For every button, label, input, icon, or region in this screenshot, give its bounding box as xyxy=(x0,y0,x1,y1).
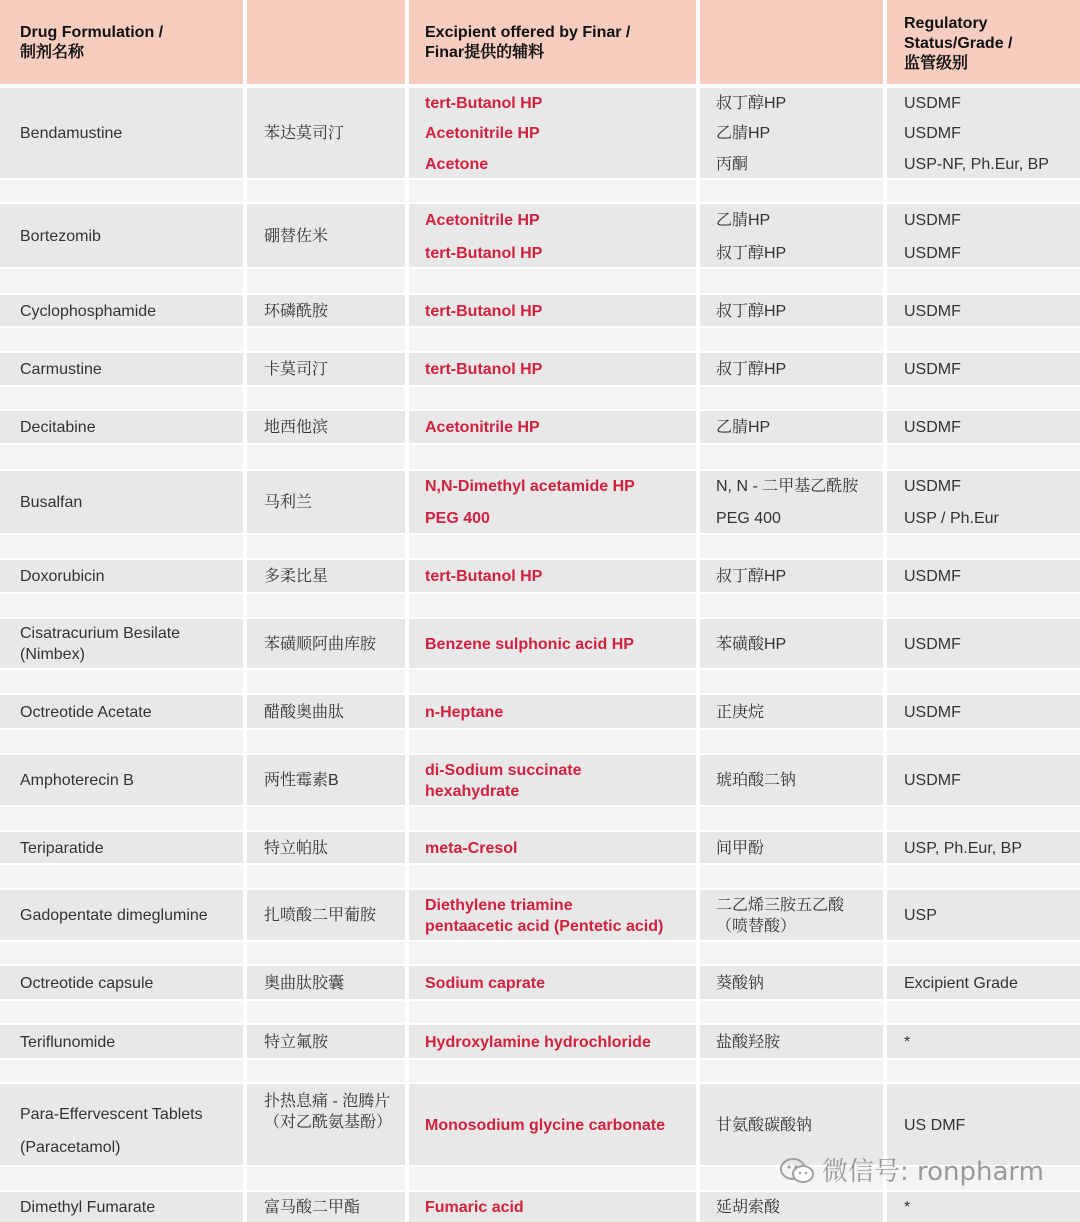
column-divider xyxy=(243,0,247,1222)
excipient-name-cn: 葵酸钠 xyxy=(716,974,765,992)
row-separator xyxy=(0,730,1080,753)
drug-name-cn: 扑热息痛 - 泡腾片 （对乙酰氨基酚） xyxy=(264,1093,393,1131)
excipient-name: Benzene sulphonic acid HP xyxy=(425,635,634,653)
table-cell xyxy=(887,1025,1080,1058)
excipient-name-cn: PEG 400 xyxy=(716,510,781,527)
excipient-name-cn: 叔丁醇HP xyxy=(716,361,787,378)
row-separator xyxy=(0,387,1080,409)
excipient-name-cn: 苯磺酸HP xyxy=(716,635,787,653)
table-cell xyxy=(887,1192,1080,1222)
drug-name-cn: 醋酸奥曲肽 xyxy=(264,703,345,721)
excipient-name: tert-Butanol HP xyxy=(425,245,543,262)
drug-name-cn: 硼替佐米 xyxy=(264,227,329,245)
drug-name: Bendamustine xyxy=(20,125,123,142)
row-separator xyxy=(0,1060,1080,1082)
excipient-name-cn: 正庚烷 xyxy=(716,703,765,721)
excipient-name-cn: 间甲酚 xyxy=(716,839,765,857)
wechat-icon xyxy=(780,1158,814,1184)
excipient-name: tert-Butanol HP xyxy=(425,361,543,378)
regulatory-status: USDMF xyxy=(904,245,961,262)
excipient-name-cn: 乙腈HP xyxy=(716,125,771,142)
row-separator xyxy=(0,180,1080,202)
drug-name: Teriflunomide xyxy=(20,1033,116,1051)
drug-name: Amphoterecin B xyxy=(20,772,134,789)
excipient-name: Fumaric acid xyxy=(425,1199,524,1216)
row-separator xyxy=(0,594,1080,617)
drug-name-cn: 扎喷酸二甲葡胺 xyxy=(264,907,377,924)
regulatory-status: * xyxy=(904,1199,911,1216)
excipient-name-cn: 盐酸羟胺 xyxy=(716,1033,781,1051)
regulatory-status: USDMF xyxy=(904,568,961,585)
regulatory-status: USDMF xyxy=(904,772,961,789)
excipient-name: Hydroxylamine hydrochloride xyxy=(425,1033,651,1051)
excipient-name-cn: 乙腈HP xyxy=(716,419,771,436)
drug-name: Decitabine xyxy=(20,419,96,436)
regulatory-status: USDMF xyxy=(904,478,961,495)
regulatory-status: US DMF xyxy=(904,1116,966,1134)
excipient-name-cn: N, N - 二甲基乙酰胺 xyxy=(716,478,859,495)
regulatory-status: USDMF xyxy=(904,125,961,142)
column-divider xyxy=(405,0,409,1222)
excipient-name: meta-Cresol xyxy=(425,839,518,857)
drug-name-cn: 多柔比星 xyxy=(264,568,329,585)
drug-name-cn: 地西他滨 xyxy=(264,419,329,436)
drug-name: Para-Effervescent Tablets (Paracetamol) xyxy=(20,1106,203,1156)
regulatory-status: USDMF xyxy=(904,212,961,229)
drug-name: Dimethyl Fumarate xyxy=(20,1199,156,1216)
drug-name-cn: 马利兰 xyxy=(264,494,313,511)
excipient-name-cn: 丙酮 xyxy=(716,156,749,173)
row-separator xyxy=(0,942,1080,964)
drug-name: Octreotide Acetate xyxy=(20,703,152,721)
excipient-name: N,N-Dimethyl acetamide HP xyxy=(425,478,635,495)
row-separator xyxy=(0,445,1080,469)
drug-name-cn: 特立氟胺 xyxy=(264,1033,329,1051)
row-separator xyxy=(0,1001,1080,1023)
excipient-name: Monosodium glycine carbonate xyxy=(425,1116,666,1134)
regulatory-status: USDMF xyxy=(904,635,961,653)
excipient-name: Acetonitrile HP xyxy=(425,212,540,229)
drug-name: Doxorubicin xyxy=(20,568,105,585)
drug-name: Teriparatide xyxy=(20,839,104,857)
row-separator xyxy=(0,269,1080,293)
watermark xyxy=(780,1151,1044,1188)
regulatory-status: USDMF xyxy=(904,302,961,320)
regulatory-status: USP xyxy=(904,907,937,924)
excipient-name: Sodium caprate xyxy=(425,974,546,992)
excipient-name-cn: 延胡索酸 xyxy=(716,1199,781,1216)
regulatory-status: USP, Ph.Eur, BP xyxy=(904,839,1022,857)
excipient-name: tert-Butanol HP xyxy=(425,95,543,112)
drug-name-cn: 奥曲肽胶囊 xyxy=(264,974,345,992)
excipient-name: Diethylene triamine pentaacetic acid (Pentetic acid) xyxy=(425,896,664,935)
row-separator xyxy=(0,865,1080,888)
drug-name: Octreotide capsule xyxy=(20,974,154,992)
excipient-name-cn: 叔丁醇HP xyxy=(716,95,787,112)
row-separator xyxy=(0,328,1080,351)
drug-name-cn: 特立帕肽 xyxy=(264,839,329,857)
excipient-name: tert-Butanol HP xyxy=(425,302,543,320)
header-drug-formulation: Drug Formulation / 制剂名称 xyxy=(20,24,164,61)
excipient-name: tert-Butanol HP xyxy=(425,568,543,585)
regulatory-status: USP-NF, Ph.Eur, BP xyxy=(904,156,1049,173)
excipient-name: n-Heptane xyxy=(425,703,504,721)
column-divider xyxy=(696,0,700,1222)
excipient-name-cn: 二乙烯三胺五乙酸 （喷替酸） xyxy=(716,896,845,935)
excipient-name-cn: 甘氨酸碳酸钠 xyxy=(716,1116,813,1134)
excipient-name: Acetone xyxy=(425,156,489,173)
regulatory-status: USDMF xyxy=(904,95,961,112)
header-excipient: Excipient offered by Finar / Finar提供的辅料 xyxy=(425,24,631,61)
excipient-name-cn: 琥珀酸二钠 xyxy=(716,772,797,789)
header-regulatory-status: Regulatory Status/Grade / 监管级别 xyxy=(904,15,1013,72)
row-separator xyxy=(0,670,1080,693)
column-divider xyxy=(883,0,887,1222)
row-separator xyxy=(0,807,1080,830)
drug-name-cn: 两性霉素B xyxy=(264,772,339,789)
regulatory-status: Excipient Grade xyxy=(904,974,1018,992)
excipient-name-cn: 乙腈HP xyxy=(716,212,771,229)
regulatory-status: * xyxy=(904,1033,911,1051)
drug-name-cn: 环磷酰胺 xyxy=(264,302,329,320)
row-separator xyxy=(0,535,1080,558)
regulatory-status: USDMF xyxy=(904,361,961,378)
excipient-name: Acetonitrile HP xyxy=(425,419,540,436)
excipient-name: Acetonitrile HP xyxy=(425,125,540,142)
drug-name-cn: 卡莫司汀 xyxy=(264,361,329,378)
watermark-text: 微信号: ronpharm xyxy=(821,1157,1044,1187)
drug-name-cn: 苯达莫司汀 xyxy=(264,125,345,142)
drug-name: Bortezomib xyxy=(20,227,101,245)
drug-name: Gadopentate dimeglumine xyxy=(20,907,208,924)
excipient-name-cn: 叔丁醇HP xyxy=(716,245,787,262)
drug-name: Cisatracurium Besilate (Nimbex) xyxy=(20,625,181,663)
excipient-name: di-Sodium succinate hexahydrate xyxy=(425,761,582,800)
excipient-name: PEG 400 xyxy=(425,510,490,527)
excipient-name-cn: 叔丁醇HP xyxy=(716,568,787,585)
regulatory-status: USDMF xyxy=(904,703,961,721)
regulatory-status: USDMF xyxy=(904,419,961,436)
regulatory-status: USP / Ph.Eur xyxy=(904,510,999,527)
drug-name-cn: 富马酸二甲酯 xyxy=(264,1199,361,1216)
drug-name: Carmustine xyxy=(20,361,102,378)
drug-name-cn: 苯磺顺阿曲库胺 xyxy=(264,635,377,653)
drug-name: Busalfan xyxy=(20,494,83,511)
excipient-name-cn: 叔丁醇HP xyxy=(716,302,787,320)
drug-name: Cyclophosphamide xyxy=(20,302,157,320)
